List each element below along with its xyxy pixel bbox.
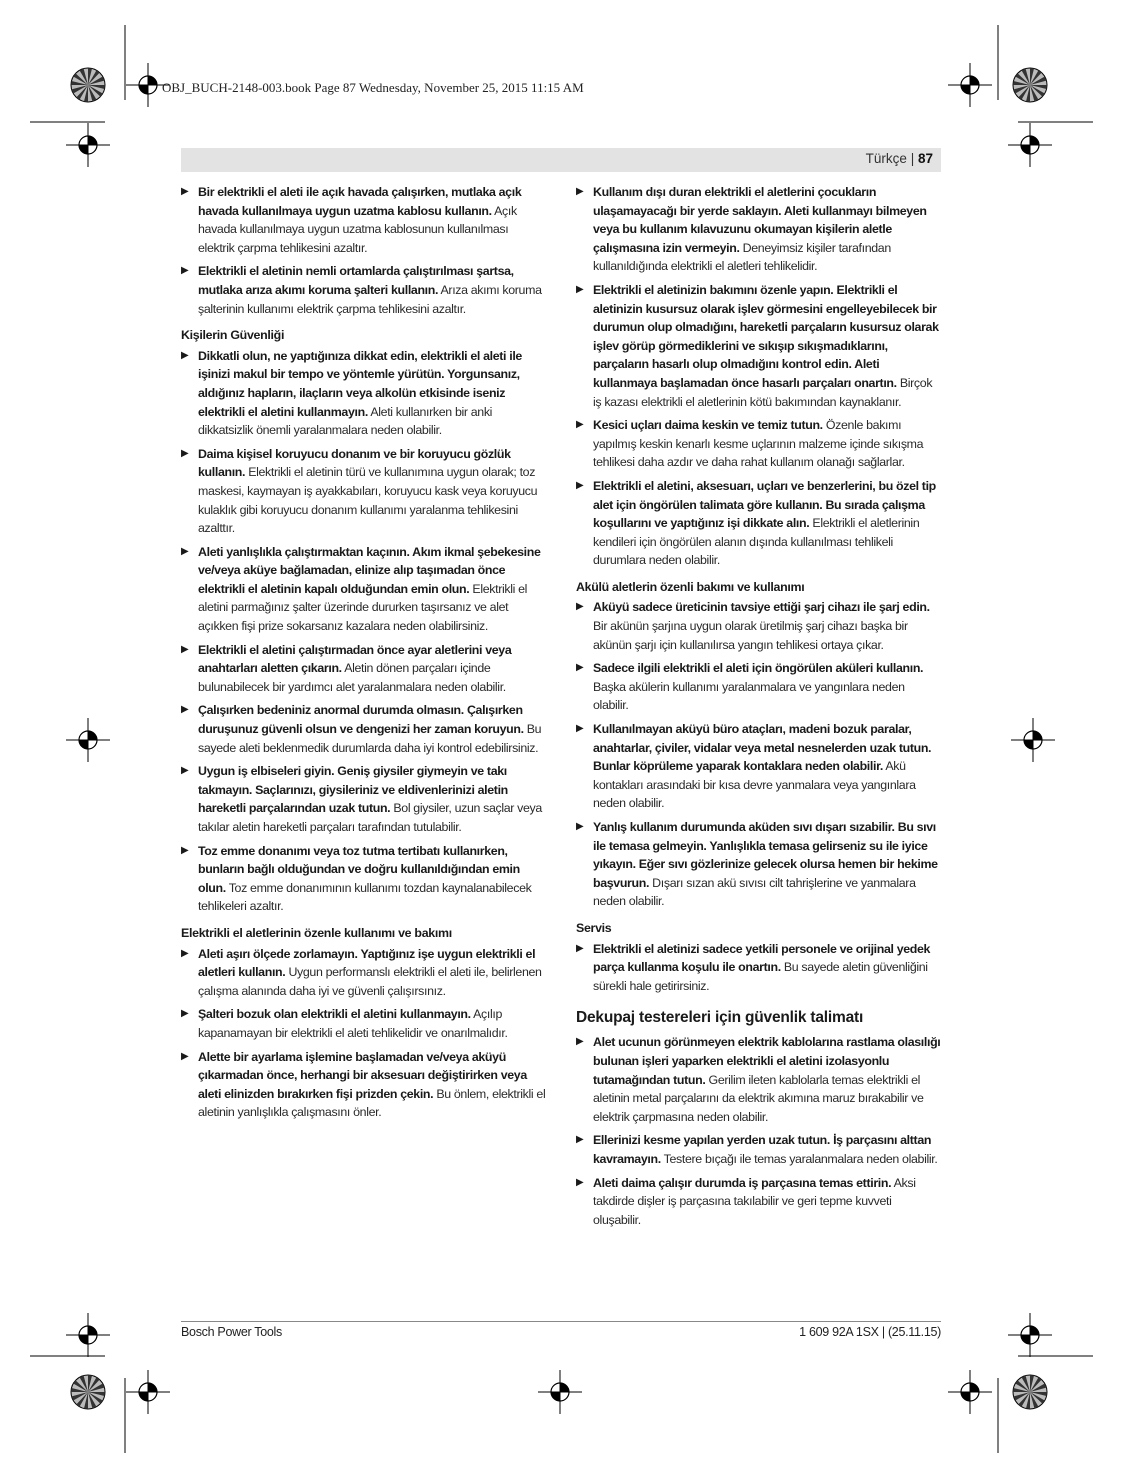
bullet-arrow-icon: ▶ — [576, 723, 584, 735]
instruction-explanation: Bol giysiler, uzun saçlar veya takılar aletin hareketli parçaları tarafından tutulabilir. — [198, 801, 542, 834]
instruction-explanation: Başka akülerin kullanımı yaralanmalara ve yangınlara neden olabilir. — [593, 679, 905, 713]
instruction-emphasis: Elektrikli el aletini çalıştırmadan önce ayar aletlerini veya anahtarları aletten çıkarın. — [198, 642, 512, 676]
safety-instruction-item — [576, 1033, 942, 1126]
safety-instruction-item — [576, 1174, 942, 1230]
bullet-arrow-icon: ▶ — [576, 283, 584, 295]
instruction-explanation: Bu önlem, elektrikli el aletinin yanlışlıkla çalışmasını önler. — [198, 1086, 546, 1120]
safety-instruction-item — [576, 281, 942, 411]
instruction-explanation: Arıza akımı koruma şalterinin kullanımı elektrik çarpma tehlikesini azaltır. — [198, 282, 542, 316]
safety-instruction-item — [181, 445, 547, 538]
instruction-emphasis: Kullanılmayan aküyü büro ataçları, madeni bozuk paralar, anahtarlar, çiviler, vidalar veya metal nesnelerden uzak tutun. Bunlar köprüleme yaparak kontaklara neden olabilir. — [593, 722, 932, 774]
safety-instruction-item — [576, 183, 942, 276]
instruction-explanation: Açık havada kullanılmaya uygun uzatma kablosunun kullanılması elektrik çarpma tehlikesini azaltır. — [198, 203, 517, 255]
safety-instruction-item — [181, 183, 547, 257]
safety-instruction-item — [181, 842, 547, 916]
instruction-emphasis: Kullanım dışı duran elektrikli el aletlerini çocukların ulaşamayacağı bir yerde saklayın. Aleti kullanmayı bilmeyen veya bu kullanım kılavuzunu okumayan kişilerin aletle çalışmasına izin vermeyin. — [593, 185, 927, 255]
instruction-emphasis: Çalışırken bedeniniz anormal durumda olmasın. Çalışırken duruşunuz güvenli olsun ve dengenizi her zaman koruyun. — [198, 703, 524, 737]
instruction-explanation: Deneyimsiz kişiler tarafından kullanıldığında elektrikli el aletleri tehlikelidir. — [593, 240, 891, 274]
bullet-arrow-icon: ▶ — [181, 349, 189, 361]
footer-rule — [181, 1321, 941, 1322]
bullet-arrow-icon: ▶ — [576, 662, 584, 674]
instruction-emphasis: Yanlış kullanım durumunda aküden sıvı dışarı sızabilir. Bu sıvı ile temasa gelmeyin. Yanlışlıkla temasa gelirseniz su ile iyice yıkayın. Eğer sıvı gözlerinize gelecek olursa hemen bir hekime başvurun. — [593, 820, 938, 890]
instruction-explanation: Aletin dönen parçaları içinde bulunabilecek bir yardımcı alet yaralanmalara neden olabilir. — [198, 661, 506, 694]
bullet-arrow-icon: ▶ — [181, 447, 189, 459]
safety-instruction-item — [181, 1048, 547, 1122]
bullet-arrow-icon: ▶ — [576, 479, 584, 491]
bullet-arrow-icon: ▶ — [576, 1176, 584, 1188]
instruction-emphasis: Şalteri bozuk olan elektrikli el aletini kullanmayın. — [198, 1007, 471, 1022]
bullet-arrow-icon: ▶ — [181, 1050, 189, 1062]
bullet-arrow-icon: ▶ — [576, 601, 584, 613]
instruction-explanation: Bir akünün şarjına uygun olarak üretilmiş şarj cihazı başka bir akünün şarjı için kullanılırsa yangın tehlikesi ortaya çıkar. — [593, 619, 908, 652]
instruction-emphasis: Uygun iş elbiseleri giyin. Geniş giysiler giymeyin ve takı takmayın. Saçlarınızı, giysileriniz ve eldivenlerinizi aletin hareketli parçalarından uzak tutun. — [198, 764, 508, 816]
instruction-explanation: Bu sayede aleti beklenmedik durumlarda daha iyi kontrol edebilirsiniz. — [198, 722, 542, 755]
header-text — [866, 151, 933, 166]
safety-instruction-item — [576, 1131, 942, 1168]
instruction-emphasis: Sadece ilgili elektrikli el aleti için öngörülen aküleri kullanın. — [593, 661, 924, 676]
header-separator: | — [910, 151, 915, 166]
bullet-arrow-icon: ▶ — [576, 821, 584, 832]
instruction-emphasis: Ellerinizi kesme yapılan yerden uzak tutun. İş parçasını alttan kavramayın. — [593, 1133, 932, 1166]
bullet-arrow-icon: ▶ — [181, 545, 189, 557]
instruction-explanation: Elektrikli el aletlerinin kendileri için öngörülen alanın dışında kullanılması tehlikeli durumlara neden olabilir. — [593, 516, 920, 568]
instruction-emphasis: Kesici uçları daima keskin ve temiz tutun. — [593, 418, 823, 433]
instruction-emphasis: Elektrikli el aletinizi sadece yetkili personele ve orijinal yedek parça kullanma koşulu ile onartın. — [593, 941, 931, 975]
safety-instruction-item — [181, 945, 547, 1001]
subsection-heading: Kişilerin Güvenliği — [181, 328, 285, 343]
instruction-explanation: Açılıp kapanamayan bir elektrikli el aleti tehlikelidir ve onarılmalıdır. — [198, 1007, 508, 1040]
instruction-explanation: Testere bıçağı ile temas yaralanmalara neden olabilir. — [660, 1151, 938, 1166]
safety-instruction-item — [576, 659, 942, 715]
instruction-emphasis: Dikkatli olun, ne yaptığınıza dikkat edin, elektrikli el aleti ile işinizi makul bir tempo ve yöntemle yürütün. Yorgunsanız, aldığınız hapların, ilaçların veya alkolün etkisinde iseniz elektrikli el aletini kullanmayın. — [198, 348, 522, 419]
bullet-arrow-icon: ▶ — [181, 1008, 189, 1020]
footer-doc-code: 1 609 92A 1SX | (25.11.15) — [799, 1325, 941, 1339]
instruction-emphasis: Aleti aşırı ölçede zorlamayın. Yaptığınız işe uygun elektrikli el aletleri kullanın. — [198, 946, 536, 980]
header-language: Türkçe — [865, 151, 907, 166]
instruction-explanation: Aksi takdirde dişler iş parçasına takılabilir ve geri tepme kuvveti oluşabilir. — [593, 1175, 916, 1227]
safety-instruction-item — [576, 598, 942, 654]
bullet-arrow-icon: ▶ — [181, 186, 189, 197]
safety-instruction-item — [181, 641, 547, 697]
instruction-emphasis: Alet ucunun görünmeyen elektrik kablolarına rastlama olasılığı bulunan işleri yaparken elektrikli el aletini izolasyonlu tutamağından tutun. — [593, 1035, 941, 1087]
bullet-arrow-icon: ▶ — [181, 947, 189, 959]
bullet-arrow-icon: ▶ — [576, 419, 584, 431]
instruction-emphasis: Elektrikli el aletini, aksesuarı, uçları ve benzerlerini, bu özel tip alet için öngörülen talimata göre kullanın. Bu sırada çalışma koşullarını ve yaptığınız işi dikkate alın. — [593, 478, 936, 531]
instruction-emphasis: Elektrikli el aletinin nemli ortamlarda çalıştırılması şartsa, mutlaka arıza akımı koruma şalteri kullanın. — [198, 264, 514, 297]
instruction-explanation: Elektrikli el aletini parmağınız şalter üzerinde dururken taşırsanız ve alet açıkken fişi prize sokarsanız kazalara neden olabilirsiniz. — [198, 581, 528, 634]
safety-instruction-item — [576, 818, 942, 911]
subsection-heading: Elektrikli el aletlerinin özenle kullanımı ve bakımı — [181, 925, 452, 940]
instruction-emphasis: Daima kişisel koruyucu donanım ve bir koruyucu gözlük kullanın. — [198, 446, 511, 480]
bullet-arrow-icon: ▶ — [181, 643, 189, 655]
instruction-explanation: Gerilim ileten kablolarla temas elektrikli el aletinin metal parçalarını da elektrik akımına maruz bırakabilir ve elektrik çarpmasına neden olabilir. — [593, 1072, 924, 1124]
safety-instruction-item — [181, 347, 547, 440]
bullet-arrow-icon: ▶ — [181, 844, 189, 856]
safety-instruction-item — [576, 940, 942, 996]
page-header — [181, 148, 941, 172]
instruction-explanation: Birçok iş kazası elektrikli el aletlerinin kötü bakımından kaynaklanır. — [593, 375, 933, 409]
instruction-explanation: Dışarı sızan akü sıvısı cilt tahrişlerine ve yanmalara neden olabilir. — [593, 875, 916, 909]
instruction-explanation: Toz emme donanımının kullanımı tozdan kaynalanabilecek tehlikeleri azaltır. — [198, 880, 532, 914]
instruction-emphasis: Elektrikli el aletinizin bakımını özenle yapın. Elektrikli el aletinizin kusursuz olarak işlev görmesini engelleyebilecek bir durumun olup olmadığını, hareketli parçaların kusursuz olarak işlev görüp görmediklerini ve sıkışıp sıkışmadıklarını, parçaların hasarlı olup olmadığını kontrol edin. Aleti kullanmaya başlamadan önce hasarlı parçaları onartın. — [593, 282, 939, 390]
instruction-emphasis: Bir elektrikli el aleti ile açık havada çalışırken, mutlaka açık havada kullanılmaya uygun uzatma kablosu kullanın. — [198, 185, 522, 218]
instruction-explanation: Bu sayede aletin güvenliğini sürekli hale getirirsiniz. — [593, 960, 928, 993]
instruction-explanation: Uygun performanslı elektrikli el aleti ile, belirlenen çalışma alanında daha iyi ve güvenli çalışırsınız. — [198, 965, 542, 998]
bullet-arrow-icon: ▶ — [576, 1134, 584, 1146]
subsection-heading: Akülü aletlerin özenli bakımı ve kullanımı — [576, 579, 805, 594]
instruction-explanation: Elektrikli el aletinin türü ve kullanımına uygun olarak; toz maskesi, kaymayan iş ayakkabıları, koruyucu kask veya koruyucu kulaklık gibi koruyucu donanım kullanımı yaralanma tehlikesini azalttır. — [198, 465, 538, 536]
safety-instruction-item — [181, 1005, 547, 1042]
instruction-emphasis: Alette bir ayarlama işlemine başlamadan ve/veya aküyü çıkarmadan önce, herhangi bir aksesuarı değiştirirken veya aleti elinizden bırakırken fişi prizden çekin. — [198, 1049, 527, 1101]
instruction-explanation: Akü kontakları arasındaki bir kısa devre yanmalara veya yangınlara neden olabilir. — [593, 759, 916, 811]
page-number: 87 — [917, 151, 933, 166]
instruction-emphasis: Aleti yanlışlıkla çalıştırmaktan kaçının. Akım ikmal şebekesine ve/veya aküye bağlamadan, elinize alıp taşımadan önce elektrikli el aletinin kapalı olduğundan emin olun. — [198, 544, 541, 596]
instruction-emphasis: Aküyü sadece üreticinin tavsiye ettiği şarj cihazı ile şarj edin. — [593, 600, 930, 615]
right-column — [576, 183, 942, 1234]
left-column — [181, 183, 547, 1127]
print-slug: OBJ_BUCH-2148-003.book Page 87 Wednesday, November 25, 2015 11:15 AM — [162, 80, 584, 95]
subsection-heading: Servis — [576, 920, 612, 935]
safety-instruction-item — [181, 701, 547, 757]
footer-brand: Bosch Power Tools — [181, 1325, 282, 1339]
safety-instruction-item — [576, 720, 942, 813]
instruction-explanation: Aleti kullanırken bir anki dikkatsizlik önemli yaralanmalara neden olabilir. — [198, 404, 493, 438]
instruction-emphasis: Aleti daima çalışır durumda iş parçasına temas ettirin. — [593, 1175, 892, 1190]
instruction-explanation: Özenle bakımı yapılmış keskin kenarlı kesme uçlarının malzeme içinde sıkışma tehlikesi daha azdır ve daha rahat kullanım olanağı sağlarlar. — [593, 418, 924, 470]
bullet-arrow-icon: ▶ — [576, 1036, 584, 1048]
safety-instruction-item — [576, 477, 942, 570]
safety-instruction-item — [181, 543, 547, 636]
bullet-arrow-icon: ▶ — [576, 942, 584, 954]
instruction-emphasis: Toz emme donanımı veya toz tutma tertibatı kullanırken, bunların bağlı olduğundan ve doğru kullanıldığından emin olun. — [198, 843, 520, 895]
section-heading: Dekupaj testereleri için güvenlik talimatı — [576, 1009, 864, 1027]
bullet-arrow-icon: ▶ — [576, 186, 584, 197]
bullet-arrow-icon: ▶ — [181, 765, 189, 777]
bullet-arrow-icon: ▶ — [181, 704, 189, 716]
bullet-arrow-icon: ▶ — [181, 265, 189, 277]
safety-instruction-item — [181, 262, 547, 318]
safety-instruction-item — [181, 762, 547, 836]
safety-instruction-item — [576, 416, 942, 472]
